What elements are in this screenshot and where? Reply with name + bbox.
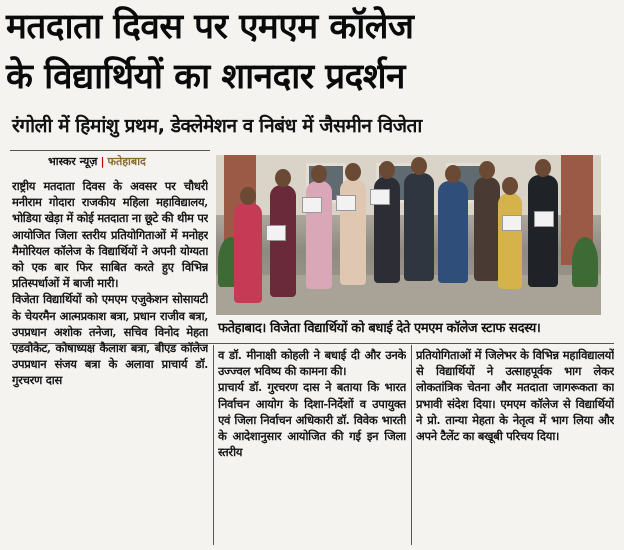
headline-line-2: के विद्यार्थियों का शानदार प्रदर्शन bbox=[6, 57, 405, 97]
byline-separator: | bbox=[100, 155, 105, 168]
headline-line-1: मतदाता दिवस पर एमएम कॉलेज bbox=[6, 7, 414, 47]
byline-city: फतेहाबाद bbox=[107, 155, 146, 168]
photo-certificate bbox=[336, 195, 356, 211]
article-paragraph: व डॉ. मीनाक्षी कोहली ने बधाई दी और उनके उज्ज्वल भविष्य की कामना की। bbox=[218, 348, 406, 379]
photo-certificate bbox=[502, 215, 522, 231]
article-paragraph: प्रतियोगिताओं में जिलेभर के विभिन्न महाविद्यालयों से विद्यार्थियों ने उत्साहपूर्वक भाग लेकर लोकतांत्रिक चेतना और मतदाता जागरूकता का प्रभावी संदेश दिया। एमएम कॉलेज से विद्यार्थियों ने प्रो. तान्या मेहता के नेतृत्व में भाग लिया और अपने टैलेंट का बखूबी परिचय दिया। bbox=[416, 348, 614, 444]
byline bbox=[48, 152, 146, 172]
headline bbox=[6, 2, 618, 102]
photo-plant bbox=[572, 237, 598, 287]
photo-person bbox=[474, 177, 500, 281]
photo-certificate bbox=[266, 225, 286, 241]
photo-person bbox=[528, 175, 558, 287]
byline-source: भास्कर न्यूज़ bbox=[48, 155, 98, 168]
column-divider bbox=[411, 345, 412, 545]
byline-rule bbox=[10, 150, 210, 151]
photo-certificate bbox=[370, 189, 390, 205]
article-column-3 bbox=[416, 347, 614, 545]
column-divider bbox=[213, 345, 214, 545]
news-photo bbox=[216, 155, 601, 315]
article-paragraph: विजेता विद्यार्थियों को एमएम एजुकेशन सोसायटी के चेयरमैन आत्मप्रकाश बत्रा, प्रधान राजीव बत्रा, उपप्रधान अशोक तनेजा, सचिव विनोद मेहता एडवोकेट, कोषाध्यक्ष कैलाश बत्रा, बीएड कॉलेज उपप्रधान संजय बत्रा के अलावा प्राचार्य डॉ. गुरचरण दास bbox=[12, 292, 208, 388]
photo-person bbox=[404, 173, 434, 281]
photo-person bbox=[270, 185, 296, 297]
photo-person bbox=[438, 181, 468, 283]
article-column-2 bbox=[218, 347, 406, 545]
photo-caption: फतेहाबाद। विजेता विद्यार्थियों को बधाई देते एमएम कॉलेज स्टाफ सदस्य। bbox=[218, 321, 541, 336]
photo-person bbox=[498, 193, 522, 289]
photo-person bbox=[234, 203, 262, 303]
subheadline: रंगोली में हिमांशु प्रथम, डेक्लेमेशन व निबंध में जैसमीन विजेता bbox=[12, 115, 422, 137]
photo-certificate bbox=[302, 197, 322, 213]
article-paragraph: प्राचार्य डॉ. गुरचरण दास ने बताया कि भारत निर्वाचन आयोग के दिशा-निर्देशों व उपायुक्त एवं जिला निर्वाचन अधिकारी डॉ. विवेक भारती के आदेशानुसार आयोजित की गई इन जिला स्तरीय bbox=[218, 380, 406, 460]
article-column-1 bbox=[12, 178, 208, 544]
article-paragraph: राष्ट्रीय मतदाता दिवस के अवसर पर चौधरी मनीराम गोदारा राजकीय महिला महाविद्यालय, भोडिया खेड़ा में कोई मतदाता ना छूटे की थीम पर आयोजित जिला स्तरीय प्रतियोगिताओं में मनोहर मैमोरियल कॉलेज के विद्यार्थियों ने अपनी योग्यता को एक बार फिर साबित करते हुए विभिन्न प्रतिस्पर्धाओं में बाजी मारी। bbox=[12, 179, 208, 291]
photo-certificate bbox=[534, 211, 554, 227]
